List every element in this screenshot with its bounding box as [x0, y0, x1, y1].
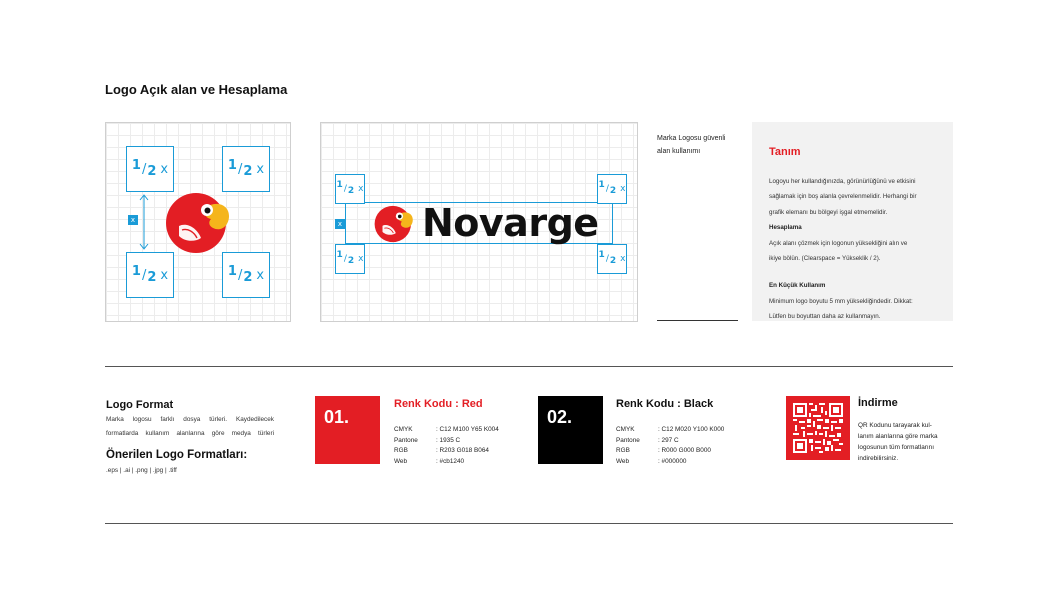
side-note: Marka Logosu güvenli alan kullanımı	[657, 135, 726, 155]
logo-format-section	[106, 399, 274, 478]
clearspace-box-top-right: 1 / 2 x	[222, 146, 270, 192]
recommended-formats-list: .eps | .ai | .png | .jpg | .tiff	[106, 467, 177, 474]
color-swatch-black: 02.	[538, 396, 603, 464]
height-badge: x	[128, 215, 138, 225]
color-spec-red: CMYK : C12 M100 Y65 K004 Pantone : 1935 C RGB : R203 G018 B064 Web : #cb1240	[394, 426, 499, 465]
color-title-black: Renk Kodu : Black	[616, 398, 714, 410]
download-desc: QR Kodunu tarayarak kul- lanım alanlarına göre marka logosunun tüm formatlarını indirebilirsiniz.	[858, 422, 938, 462]
color-title-red: Renk Kodu : Red	[394, 398, 483, 410]
clearspace-box-top-left: 1 / 2 x	[126, 146, 174, 192]
clearspace-box-bottom-left: 1 / 2 x	[126, 252, 174, 298]
clearspace-panel-logo	[320, 122, 638, 322]
logo-format-desc: Marka logosu farklı dosya türleri. Kaydedilecek formatlarda kullanım alanlarına göre medya türleri	[106, 416, 274, 437]
qr-code-icon[interactable]	[786, 396, 850, 460]
definition-panel	[752, 122, 953, 321]
brand-wordmark: Novarge	[422, 201, 599, 245]
side-note-underline	[657, 320, 738, 321]
clearspace-box-top-right: 1 / 2 x	[597, 174, 627, 204]
clearspace-box-bottom-right: 1 / 2 x	[222, 252, 270, 298]
color-swatch-red: 01.	[315, 396, 380, 464]
clearspace-box-bottom-left: 1 / 2 x	[335, 244, 365, 274]
parrot-logo-icon	[374, 205, 414, 243]
clearspace-box-top-left: 1 / 2 x	[335, 174, 365, 204]
clearspace-box-bottom-right: 1 / 2 x	[597, 244, 627, 274]
measure-arrow-icon	[138, 193, 150, 251]
divider-top	[105, 366, 953, 367]
height-badge: x	[335, 219, 345, 229]
definition-title: Tanım	[769, 146, 801, 158]
parrot-logo-icon	[165, 192, 231, 254]
logo-format-title: Logo Format	[106, 399, 174, 411]
recommended-formats-title: Önerilen Logo Formatları:	[106, 449, 248, 461]
clearspace-panel-icon	[105, 122, 291, 322]
page-title: Logo Açık alan ve Hesaplama	[105, 82, 288, 97]
color-spec-black: CMYK : C12 M020 Y100 K000 Pantone : 297 C RGB : R000 G000 B000 Web : #000000	[616, 426, 725, 465]
divider-bottom	[105, 523, 953, 524]
download-title: İndirme	[858, 397, 898, 409]
definition-body: Logoyu her kullandığınızda, görünürlüğünü ve etkisini sağlamak için boş alanla çevrelenmelidir. Herhangi bir grafik elemanı bu bölgeyi işgal etmemelidir. Hesaplama Açık alanı çözmek için logonun yüksekliğini alın ve ikiye bölün. (Clearspace = Yükseklik / 2). En Küçük Kullanım Minimum logo boyutu 5 mm yüksekliğindedir. Dikkat: Lütfen bu boyuttan daha az kullanmayın.	[769, 178, 917, 321]
